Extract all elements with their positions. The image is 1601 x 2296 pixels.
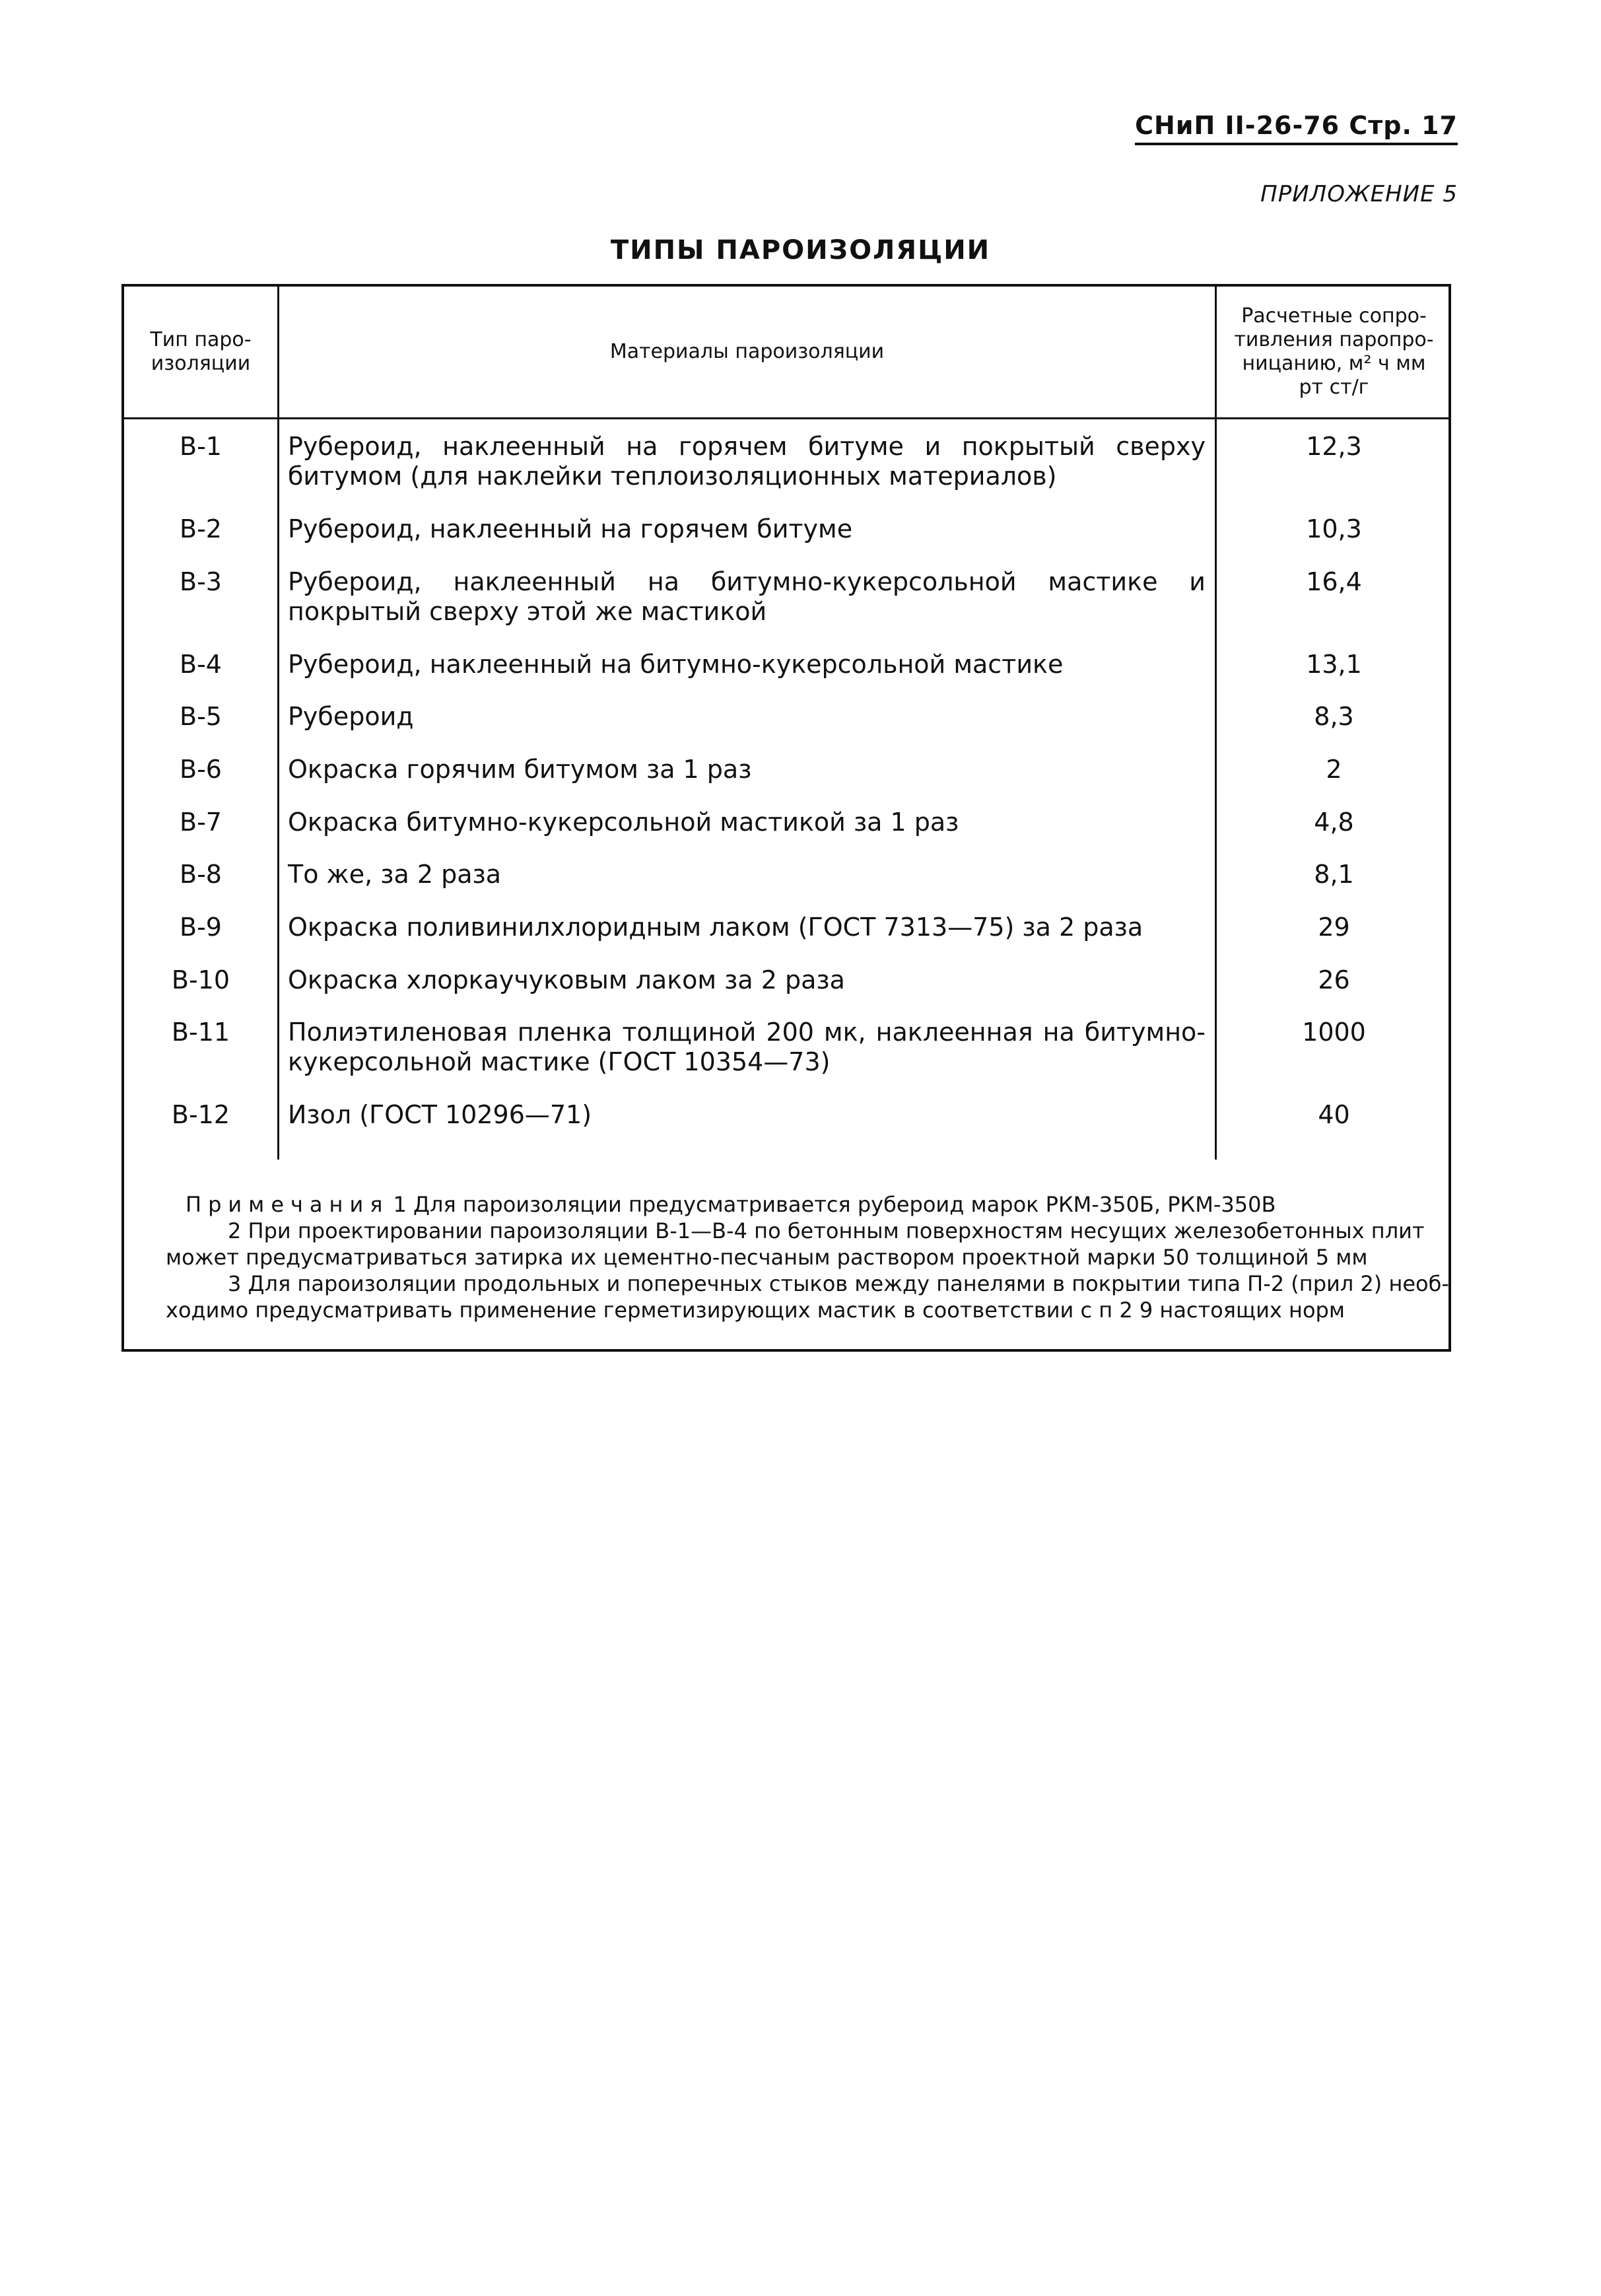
row-value: 8,1 (1314, 860, 1354, 889)
row-code: В-1 (180, 432, 222, 461)
row-code: В-12 (171, 1100, 230, 1129)
header-type-line: Тип паро- (150, 328, 252, 351)
header-resistance (1217, 287, 1451, 417)
row-value: 10,3 (1306, 514, 1362, 543)
document-code: СНиП II-26-76 Стр. 17 (1135, 111, 1458, 145)
row-material: Рубероид (288, 702, 414, 731)
row-material: Окраска хлоркаучуковым лаком за 2 раза (288, 965, 845, 994)
header-divider (124, 417, 1448, 419)
column-divider-1 (277, 287, 279, 1160)
row-material: Полиэтиленовая пленка толщиной 200 мк, наклеенная на битумно-кукерсольной мастике (ГОСТ 10354—73) (288, 1018, 1206, 1076)
row-value: 40 (1318, 1100, 1350, 1129)
header-resistance-line: ницанию, м² ч мм (1242, 352, 1426, 375)
row-value: 4,8 (1314, 808, 1354, 837)
row-value: 2 (1326, 755, 1342, 784)
row-code: В-7 (180, 808, 222, 837)
header-materials: Материалы пароизоляции (609, 340, 885, 363)
row-material: Окраска битумно-кукерсольной мастикой за 1 раз (288, 808, 959, 837)
page-title: ТИПЫ ПАРОИЗОЛЯЦИИ (610, 235, 991, 265)
row-code: В-11 (171, 1018, 230, 1047)
row-code: В-8 (180, 860, 222, 889)
notes-label: Примечания (186, 1192, 390, 1217)
table-notes (166, 1191, 1449, 1323)
note-2-line-2: может предусматриваться затирка их цементно-песчаным раствором проектной марки 50 толщиной 5 мм (166, 1245, 1368, 1270)
header-type-line: изоляции (151, 352, 251, 375)
header-resistance-line: Расчетные сопро- (1241, 304, 1427, 328)
row-code: В-9 (180, 913, 222, 942)
row-value: 1000 (1302, 1018, 1366, 1047)
row-material: Рубероид, наклеенный на горячем битуме (288, 514, 853, 543)
note-1 (186, 1191, 1440, 1218)
row-material: Рубероид, наклеенный на горячем битуме и покрытый сверху битумом (для наклейки теплоизоляционных материалов) (288, 432, 1206, 491)
header-resistance-line: рт ст/г (1299, 376, 1369, 399)
note-2-line-1: 2 При проектировании пароизоляции В-1—В-4 по бетонным поверхностям несущих железобетонных плит (228, 1218, 1425, 1243)
row-value: 13,1 (1306, 650, 1362, 679)
row-value: 12,3 (1306, 432, 1362, 461)
row-material: Изол (ГОСТ 10296—71) (288, 1100, 592, 1129)
note-3-line-2: ходимо предусматривать применение герметизирующих мастик в соответствии с п 2 9 настоящих норм (166, 1298, 1345, 1323)
note-1-text: 1 Для пароизоляции предусматривается рубероид марок РКМ-350Б, РКМ-350В (393, 1192, 1276, 1217)
row-material: Рубероид, наклеенный на битумно-кукерсольной мастике (288, 650, 1064, 679)
row-material: То же, за 2 раза (288, 860, 502, 889)
row-code: В-5 (180, 702, 222, 731)
row-value: 26 (1318, 965, 1350, 994)
row-code: В-4 (180, 650, 222, 679)
row-code: В-2 (180, 514, 222, 543)
header-resistance-line: тивления паропро- (1234, 328, 1434, 351)
row-material: Окраска поливинилхлоридным лаком (ГОСТ 7313—75) за 2 раза (288, 913, 1143, 942)
row-material: Окраска горячим битумом за 1 раз (288, 755, 752, 784)
row-value: 8,3 (1314, 702, 1354, 731)
row-material: Рубероид, наклеенный на битумно-кукерсольной мастике и покрытый сверху этой же мастикой (288, 567, 1206, 626)
row-code: В-10 (171, 965, 230, 994)
row-value: 16,4 (1306, 567, 1362, 596)
note-3-line-1: 3 Для пароизоляции продольных и поперечных стыков между панелями в покрытии типа П-2 (прил 2) необ- (228, 1271, 1449, 1296)
row-value: 29 (1318, 913, 1350, 942)
row-code: В-3 (180, 567, 222, 596)
appendix-label: ПРИЛОЖЕНИЕ 5 (1260, 181, 1458, 207)
row-code: В-6 (180, 755, 222, 784)
table-frame (121, 284, 1451, 1352)
header-type (124, 287, 277, 417)
